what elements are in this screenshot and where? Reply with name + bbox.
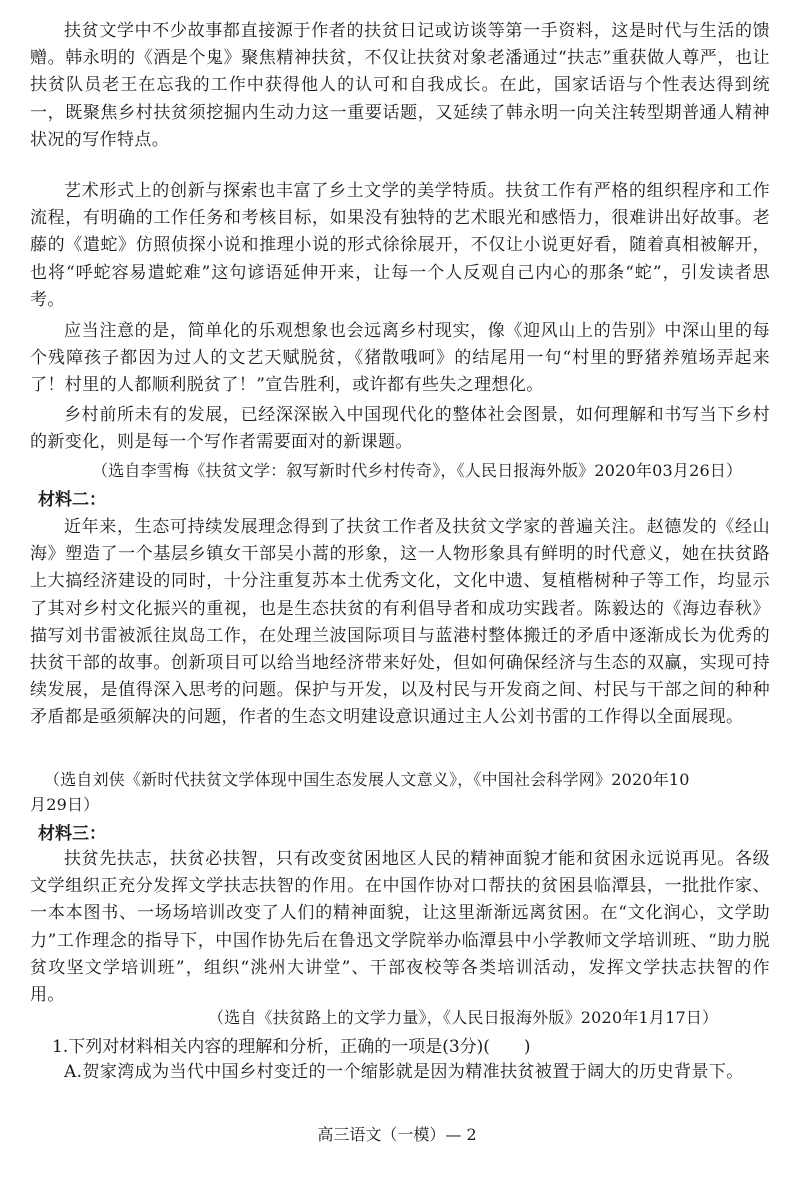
material-one-paragraph-2: 艺术形式上的创新与探索也丰富了乡土文学的美学特质。扶贫工作有严格的组织程序和工作流程，有明确的工作任务和考核目标，如果没有独特的艺术眼光和感悟力，很难讲出好故事。老藤的《遣蛇》仿照侦探小说和推理小说的形式徐徐展开，不仅让小说更好看，随着真相被解开，也将“呼蛇容易遣蛇难”这句谚语延伸开来，让每一个人反观自己内心的那条“蛇”，引发读者思考。 [30,181,770,310]
material-two-source-line-1: （选自刘侠《新时代扶贫文学体现中国生态发展人文意义》，《中国社会科学网》2020年10 [44,770,690,789]
material-three-paragraph: 扶贫先扶志，扶贫必扶智，只有改变贫困地区人民的精神面貌才能和贫困永远说再见。各级文学组织正充分发挥文学扶志扶智的作用。在中国作协对口帮扶的贫困县临潭县，一批批作家、一本本图书、一场场培训改变了人们的精神面貌，让这里渐渐远离贫困。在“文化润心，文学助力”工作理念的指导下，中国作协先后在鲁迅文学院举办临潭县中小学教师文学培训班、“助力脱贫攻坚文学培训班”，组织“洮州大讲堂”、干部夜校等各类培训活动，发挥文学扶志扶智的作用。 [30,849,770,1006]
material-three-heading: 材料三： [38,824,106,844]
material-one-source: （选自李雪梅《扶贫文学：叙写新时代乡村传奇》，《人民日报海外版》2020年03月26日） [92,461,743,480]
material-two-heading: 材料二： [38,490,106,510]
material-two-source-line-2: 月29日） [30,795,100,814]
material-one-paragraph-3: 应当注意的是，简单化的乐观想象也会远离乡村现实，像《迎风山上的告别》中深山里的每个残障孩子都因为过人的文艺天赋脱贫，《猪散哦呵》的结尾用一句“村里的野猪养殖场弄起来了！村里的人都顺利脱贫了！”宣告胜利，或许都有些失之理想化。 [30,321,770,396]
question-1: 1.下列对材料相关内容的理解和分析，正确的一项是(3分)( ) [52,1037,531,1057]
material-one-paragraph-4: 乡村前所未有的发展，已经深深嵌入中国现代化的整体社会图景，如何理解和书写当下乡村的新变化，则是每一个写作者需要面对的新课题。 [30,405,770,453]
question-1-option-a: A.贺家湾成为当代中国乡村变迁的一个缩影就是因为精准扶贫被置于阔大的历史背景下。 [64,1062,744,1082]
material-one-paragraph-1: 扶贫文学中不少故事都直接源于作者的扶贫日记或访谈等第一手资料，这是时代与生活的馈赠。韩永明的《酒是个鬼》聚焦精神扶贫，不仅让扶贫对象老潘通过“扶志”重获做人尊严，也让扶贫队员老王在忘我的工作中获得他人的认可和自我成长。在此，国家话语与个性表达得到统一，既聚焦乡村扶贫须挖掘内生动力这一重要话题，又延续了韩永明一向关注转型期普通人精神状况的写作特点。 [30,21,770,150]
material-two-paragraph: 近年来，生态可持续发展理念得到了扶贫工作者及扶贫文学家的普遍关注。赵德发的《经山海》塑造了一个基层乡镇女干部吴小蒿的形象，这一人物形象具有鲜明的时代意义，她在扶贫路上大搞经济建设的同时，十分注重复苏本土优秀文化，文化中遗、复植楷树种子等工作，均显示了其对乡村文化振兴的重视，也是生态扶贫的有利倡导者和成功实践者。陈毅达的《海边春秋》描写刘书雷被派往岚岛工作，在处理兰波国际项目与蓝港村整体搬迁的矛盾中逐渐成长为优秀的扶贫干部的故事。创新项目可以给当地经济带来好处，但如何确保经济与生态的双赢，实现可持续发展，是值得深入思考的问题。保护与开发，以及村民与开发商之间、村民与干部之间的种种矛盾都是亟须解决的问题，作者的生态文明建设意识通过主人公刘书雷的工作得以全面展现。 [30,517,770,728]
material-three-source: （选自《扶贫路上的文学力量》，《人民日报海外版》2020年1月17日） [208,1008,719,1027]
page-footer: 高三语文（一模）— 2 [317,1125,477,1144]
